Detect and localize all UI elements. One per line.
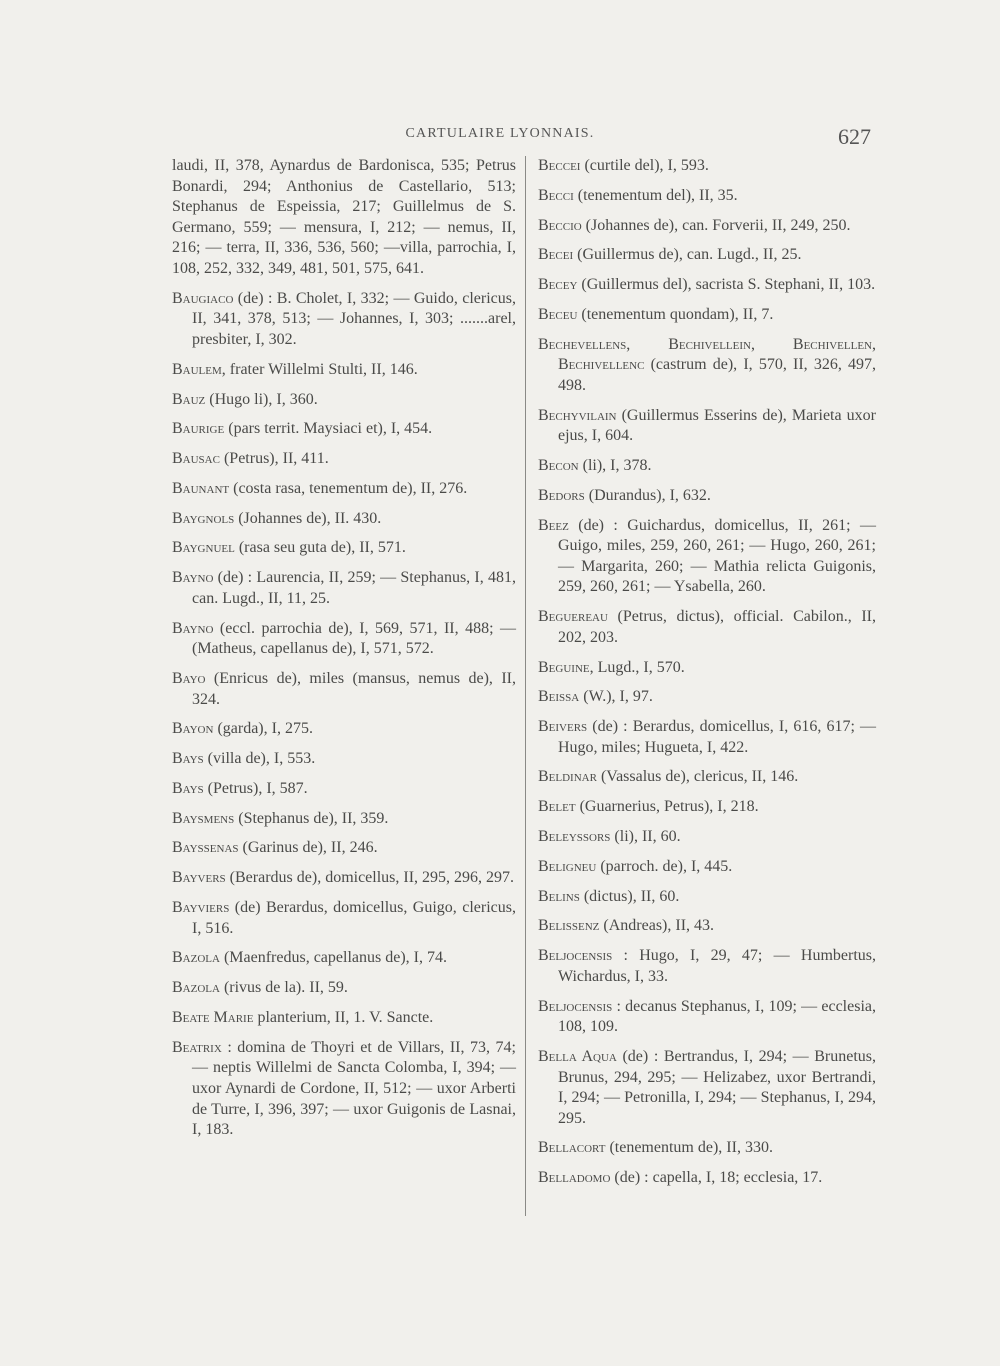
index-entry (538, 797, 876, 818)
index-entry (172, 898, 516, 939)
right-column (538, 156, 876, 1198)
entry-headword: Beleyssors (538, 828, 611, 846)
index-entry (538, 857, 876, 878)
entry-text: (eccl. parrochia de), I, 569, 571, II, 488; — (Matheus, capellanus de), I, 571, 572. (192, 619, 516, 658)
index-entry (538, 516, 876, 598)
index-entry (172, 289, 516, 351)
entry-text: (tenementum de), II, 330. (605, 1139, 773, 1157)
entry-text: (li), I, 378. (578, 457, 652, 475)
running-title: CARTULAIRE LYONNAIS. (405, 126, 595, 141)
entry-text: (curtile del), I, 593. (580, 157, 709, 174)
entry-headword: Bedors (538, 486, 585, 504)
entry-text: (tenementum quondam), II, 7. (577, 305, 774, 323)
entry-text: (de) : Berardus, domicellus, I, 616, 617; — Hugo, miles; Hugueta, I, 422. (558, 718, 876, 756)
index-entry (538, 887, 876, 908)
index-entry (538, 156, 876, 177)
index-entry (538, 1047, 876, 1129)
entry-text: : Hugo, I, 29, 47; — Humbertus, Wichardus, I, 33. (558, 947, 876, 985)
index-entry (172, 419, 516, 440)
entry-headword: Baunant (172, 479, 230, 497)
index-entry (538, 245, 876, 266)
index-entry (172, 568, 516, 609)
index-entry (172, 449, 516, 470)
index-entry (172, 948, 516, 969)
index-entry (172, 838, 516, 859)
entry-headword: Beljocensis (538, 997, 613, 1015)
entry-text: , Lugd., I, 570. (589, 658, 685, 676)
entry-headword: Bayno (172, 619, 214, 637)
entry-headword: Becon (538, 457, 579, 475)
entry-headword: Bayssenas (172, 839, 239, 857)
entry-headword: Beguine (538, 658, 590, 676)
index-entry (538, 186, 876, 207)
entry-text: (Berardus de), domicellus, II, 295, 296, 297. (225, 869, 515, 887)
entry-headword: Beceu (538, 305, 578, 323)
index-entry (538, 406, 876, 447)
entry-text: planterium, II, 1. V. Sancte. (253, 1008, 434, 1026)
entry-headword: Beligneu (538, 857, 597, 875)
index-entry (172, 1008, 516, 1029)
entry-text: (Guillermus Esserins de), Marieta uxor ejus, I, 604. (558, 406, 876, 445)
entry-text: : domina de Thoyri et de Villars, II, 73, 74; — neptis Willelmi de Sancta Colomba, I, 394; — uxor Aynardi de Cordone, II, 512; — uxor Arberti de Turre, I, 396, 397; — uxor Guigonis de Lasnai, I, 183. (192, 1038, 516, 1139)
entry-text: (Enricus de), miles (mansus, nemus de), II, 324. (192, 669, 516, 708)
entry-headword: Beguereau (538, 608, 608, 626)
entry-text: (Guillermus del), sacrista S. Stephani, II, 103. (577, 276, 876, 294)
index-entry (538, 275, 876, 296)
index-entry (172, 509, 516, 530)
entry-text: (castrum de), I, 570, II, 326, 497, 498. (558, 356, 876, 394)
entry-headword: Belladomo (538, 1169, 611, 1187)
index-entry (538, 687, 876, 708)
entry-headword: Beljocensis (538, 947, 613, 965)
entry-headword: Baulem (172, 360, 222, 378)
index-entry (172, 156, 516, 280)
index-entry (538, 335, 876, 397)
entry-text: (Johannes de), can. Forverii, II, 249, 250. (581, 216, 851, 234)
entry-text: (de) : capella, I, 18; ecclesia, 17. (610, 1169, 823, 1187)
entry-text: (de) Berardus, domicellus, Guigo, clericus, I, 516. (192, 899, 516, 937)
entry-headword: Becey (538, 276, 578, 294)
index-entry (172, 809, 516, 830)
entry-headword: Beccio (538, 216, 582, 234)
index-entry (172, 749, 516, 770)
index-entry (538, 1168, 876, 1189)
entry-text: (Petrus), I, 587. (203, 779, 308, 797)
entry-headword: Beatrix (172, 1038, 222, 1056)
entry-headword: Baygnols (172, 509, 235, 527)
index-entry (538, 305, 876, 326)
entry-text: (tenementum del), II, 35. (573, 186, 738, 204)
index-entry (538, 916, 876, 937)
entry-headword: Bechyvilain (538, 406, 617, 424)
column-divider (525, 156, 526, 1216)
entry-headword: Bayo (172, 669, 206, 687)
entry-headword: Bayvers (172, 869, 226, 887)
index-entry (538, 456, 876, 477)
entry-headword: Belet (538, 798, 576, 816)
entry-text: (W.), I, 97. (579, 688, 653, 706)
index-entry (538, 486, 876, 507)
entry-headword: Belissenz (538, 917, 600, 935)
index-entry (538, 607, 876, 648)
entry-headword: Beissa (538, 688, 580, 706)
entry-headword: Becci (538, 186, 574, 204)
entry-text: (Hugo li), I, 360. (205, 390, 318, 408)
index-entry (538, 946, 876, 987)
entry-headword: Bellacort (538, 1139, 606, 1157)
entry-text: (parroch. de), I, 445. (596, 857, 733, 875)
entry-text: (Guarnerius, Petrus), I, 218. (575, 798, 759, 816)
entry-text: (dictus), II, 60. (579, 887, 680, 905)
entry-text: (Andreas), II, 43. (599, 917, 715, 935)
entry-headword: Beez (538, 516, 569, 534)
index-entry (538, 767, 876, 788)
left-column (172, 156, 516, 1150)
entry-text: (Petrus), II, 411. (219, 450, 329, 468)
entry-headword: Beccei (538, 157, 581, 174)
entry-headword: Bella Aqua (538, 1047, 617, 1065)
entry-headword: Bazola (172, 979, 220, 997)
entry-headword: Bays (172, 779, 204, 797)
index-entry (172, 390, 516, 411)
index-entry (172, 719, 516, 740)
entry-headword: Beldinar (538, 768, 597, 786)
entry-text: (rasa seu guta de), II, 571. (234, 539, 406, 557)
entry-text: : decanus Stephanus, I, 109; — ecclesia, 108, 109. (558, 997, 876, 1036)
entry-text: (Petrus, dictus), official. Cabilon., II, 202, 203. (558, 608, 876, 646)
index-entry (172, 669, 516, 710)
entry-headword: Bausac (172, 450, 220, 468)
entry-headword: Baugiaco (172, 289, 234, 307)
entry-text: (garda), I, 275. (213, 720, 313, 738)
entry-text: (Stephanus de), II, 359. (234, 809, 389, 827)
entry-text: (Guillermus de), can. Lugd., II, 25. (573, 246, 802, 264)
index-entry (538, 717, 876, 758)
entry-text: (de) : Laurencia, II, 259; — Stephanus, I, 481, can. Lugd., II, 11, 25. (192, 569, 516, 607)
entry-text: (costa rasa, tenementum de), II, 276. (229, 479, 468, 497)
entry-headword: Bayviers (172, 899, 230, 916)
index-entry (538, 1138, 876, 1159)
entry-text: (de) : Guichardus, domicellus, II, 261; — Guigo, miles, 259, 260, 261; — Hugo, 260, 261; — Margarita, 260; — Mathia relicta Guigonis, 259, 260, 261; — Ysabella, 260. (558, 516, 876, 596)
index-entry (538, 827, 876, 848)
entry-headword: Bauz (172, 390, 206, 408)
entry-text: (Johannes de), II. 430. (234, 509, 382, 527)
entry-text: (li), II, 60. (610, 828, 681, 846)
index-entry (172, 479, 516, 500)
index-entry (538, 216, 876, 237)
entry-headword: Baysmens (172, 809, 235, 827)
index-entry (172, 868, 516, 889)
entry-headword: Bays (172, 750, 204, 768)
entry-headword: Belins (538, 887, 580, 905)
entry-headword: Bechevellens, Bechivellein, Bechivellen, Bechivellenc (538, 335, 876, 374)
entry-text: (Vassalus de), clericus, II, 146. (596, 768, 799, 786)
index-entry (172, 779, 516, 800)
entry-headword: Bayon (172, 720, 214, 738)
index-entry (172, 360, 516, 381)
entry-headword: Becei (538, 246, 574, 264)
entry-headword: Baurige (172, 420, 225, 438)
entry-text: (Garinus de), II, 246. (238, 839, 378, 857)
entry-text: (Durandus), I, 632. (584, 486, 711, 504)
entry-text: (de) : Bertrandus, I, 294; — Brunetus, Brunus, 294, 295; — Helizabez, uxor Bertrandi, I, 294; — Petronilla, I, 294; — Stephanus, I, 294, 295. (558, 1047, 876, 1127)
entry-headword: Bayno (172, 569, 214, 587)
entry-text: (pars territ. Maysiaci et), I, 454. (224, 420, 433, 438)
index-entry (538, 997, 876, 1038)
entry-text: , frater Willelmi Stulti, II, 146. (221, 360, 418, 378)
index-entry (172, 1038, 516, 1141)
entry-headword: Baygnuel (172, 539, 235, 557)
index-entry (172, 619, 516, 660)
entry-text: laudi, II, 378, Aynardus de Bardonisca, 535; Petrus Bonardi, 294; Anthonius de Castellario, 513; Stephanus de Espeissia, 217; Guillelmus de S. Germano, 559; — mensura, I, 212; — nemus, II, 216; — terra, II, 336, 536, 560; —villa, parrochia, I, 108, 252, 332, 349, 481, 501, 575, 641. (172, 157, 516, 277)
index-entry (172, 538, 516, 559)
entry-text: (Maenfredus, capellanus de), I, 74. (219, 949, 447, 967)
entry-headword: Beate Marie (172, 1008, 254, 1026)
entry-headword: Beivers (538, 718, 588, 736)
entry-text: (rivus de la). II, 59. (219, 979, 348, 997)
entry-text: (villa de), I, 553. (203, 750, 316, 768)
index-entry (172, 978, 516, 999)
entry-text: (de) : B. Cholet, I, 332; — Guido, clericus, II, 341, 378, 513; — Johannes, I, 303; .......arel, presbiter, I, 302. (192, 289, 516, 348)
entry-headword: Bazola (172, 949, 220, 967)
page-number: 627 (838, 124, 871, 149)
index-entry (538, 658, 876, 679)
